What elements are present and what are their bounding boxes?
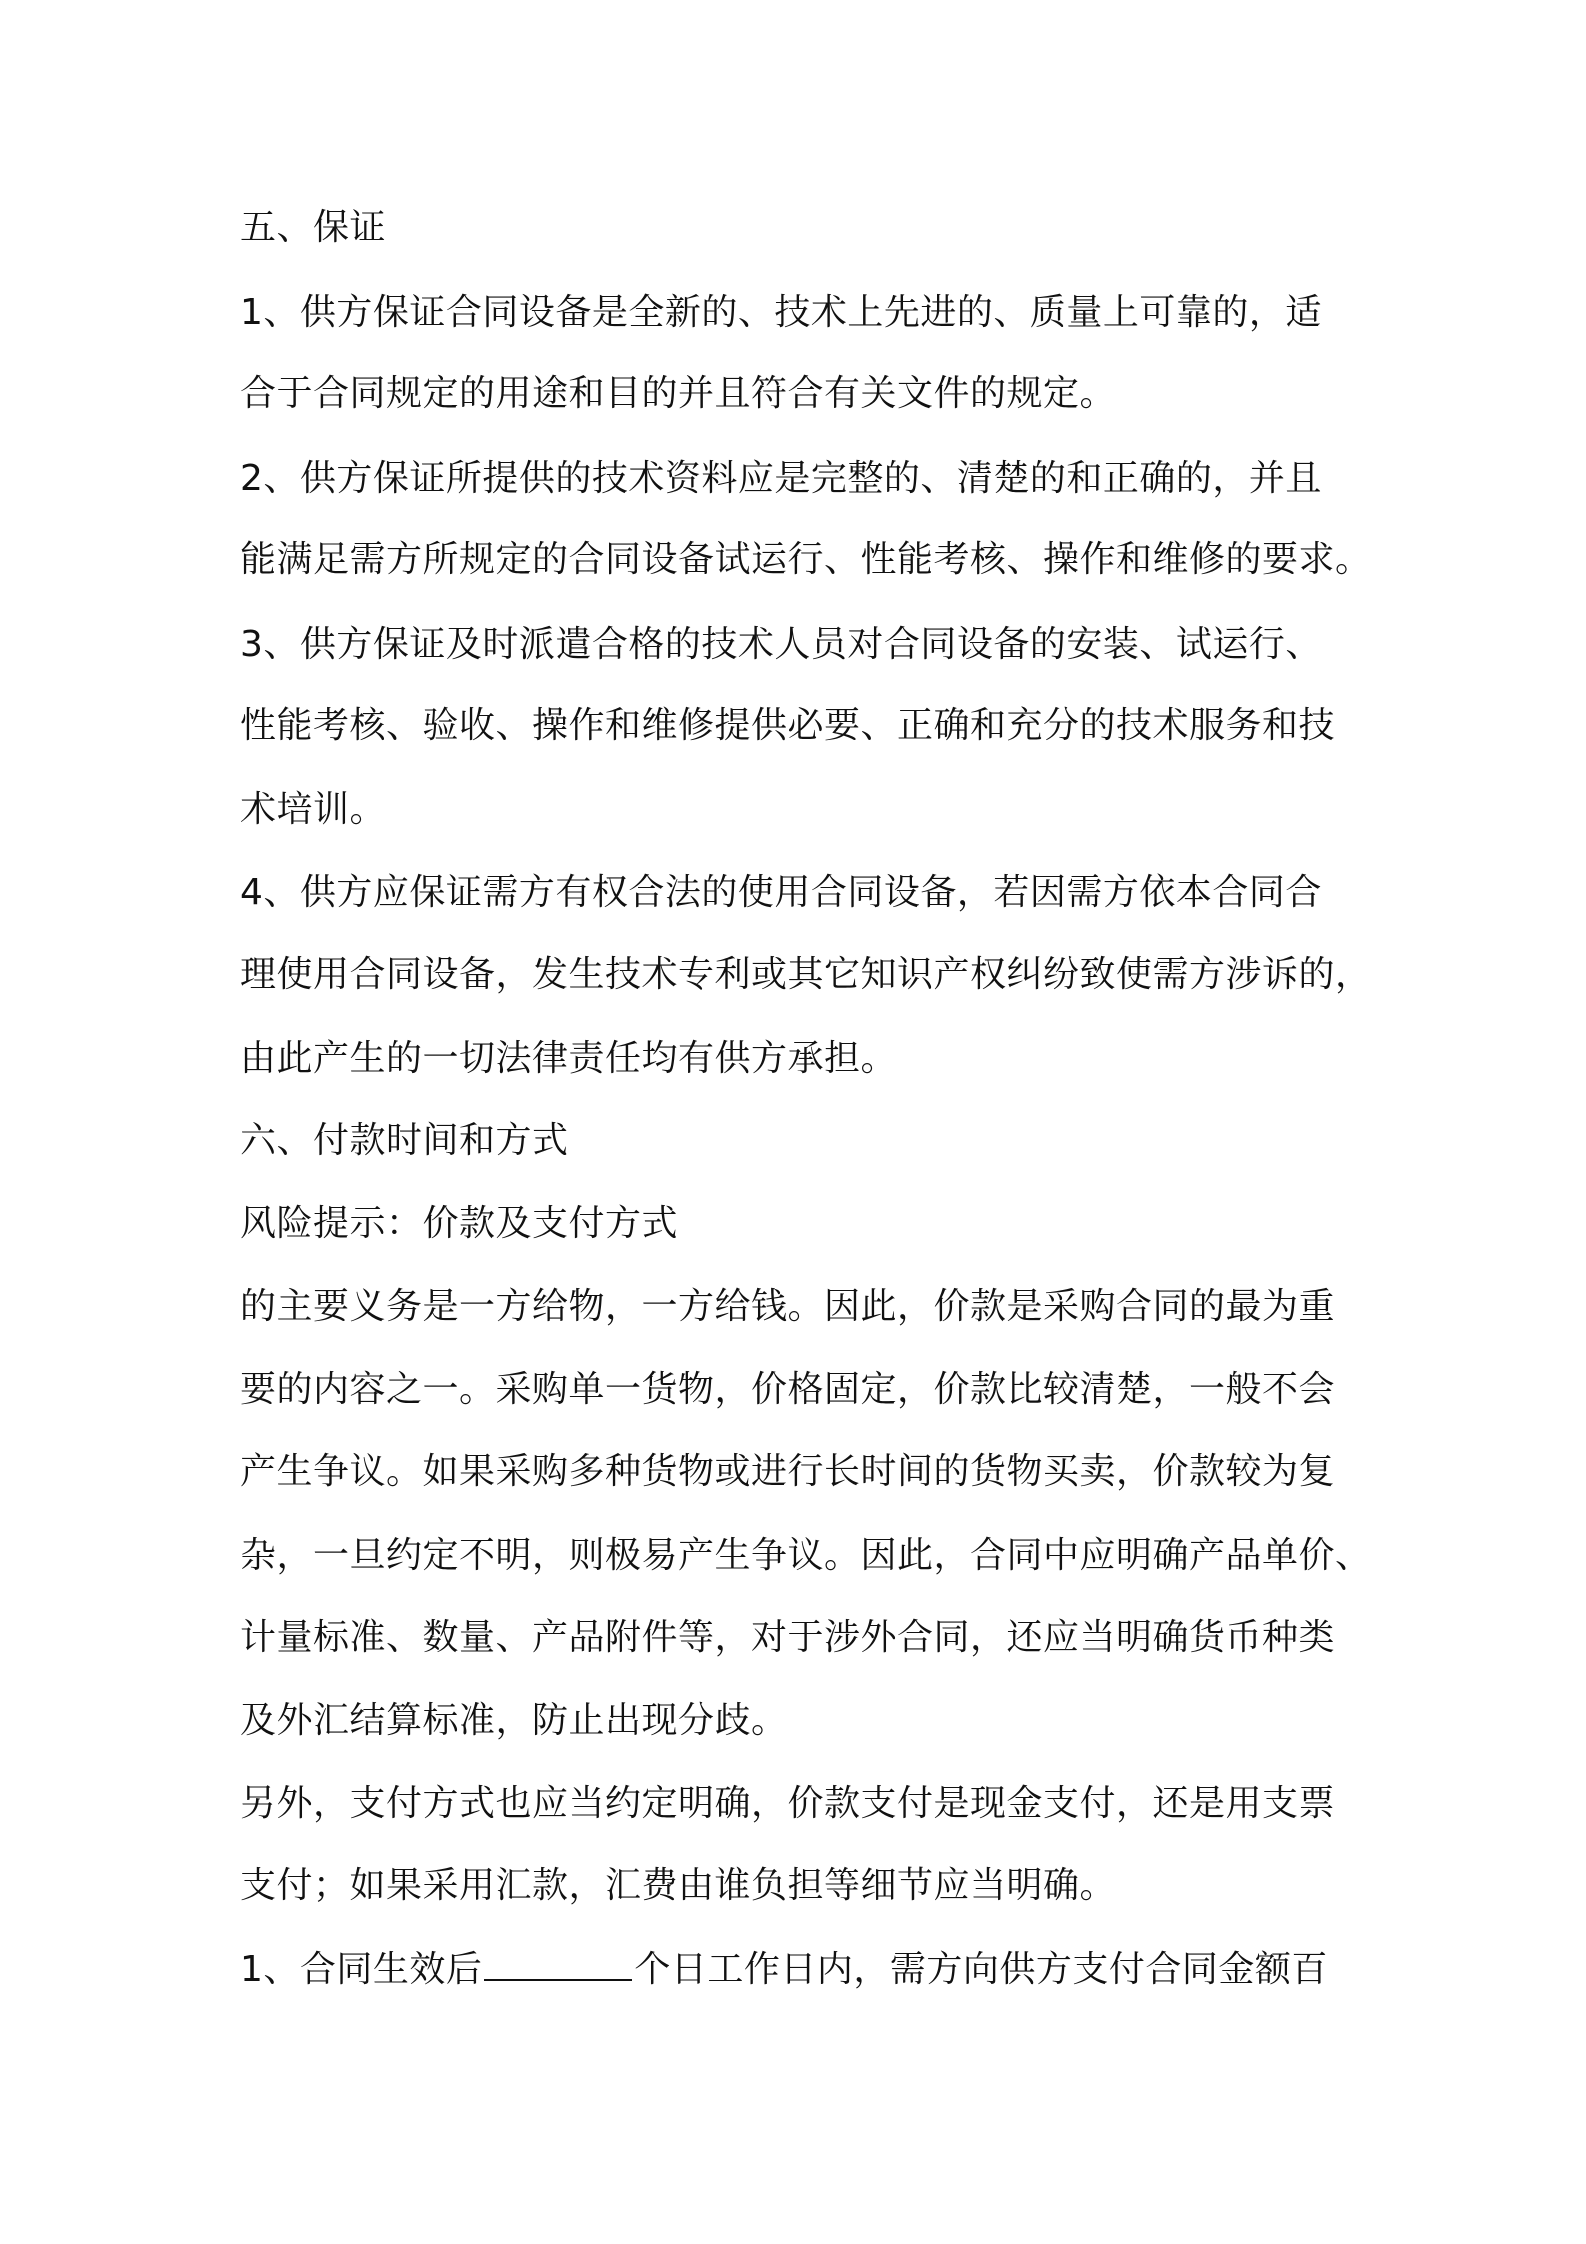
section-heading-payment: 六、付款时间和方式: [240, 1120, 569, 1161]
clause-text-before-blank: 1、合同生效后: [240, 1949, 483, 1990]
paragraph-line: 产生争议。如果采购多种货物或进行长时间的货物买卖，价款较为复: [240, 1451, 1336, 1492]
paragraph-line: 2、供方保证所提供的技术资料应是完整的、清楚的和正确的，并且: [240, 458, 1322, 499]
paragraph-line: 能满足需方所规定的合同设备试运行、性能考核、操作和维修的要求。: [240, 539, 1372, 580]
fill-in-blank: [484, 1949, 632, 1981]
section-heading-guarantee: 五、保证: [240, 207, 387, 248]
paragraph-line: 支付；如果采用汇款，汇费由谁负担等细节应当明确。: [240, 1865, 1117, 1906]
paragraph-line: 由此产生的一切法律责任均有供方承担。: [240, 1038, 898, 1079]
paragraph-line: 另外，支付方式也应当约定明确，价款支付是现金支付，还是用支票: [240, 1783, 1336, 1824]
paragraph-line: 理使用合同设备，发生技术专利或其它知识产权纠纷致使需方涉诉的，: [240, 954, 1372, 995]
paragraph-line: 4、供方应保证需方有权合法的使用合同设备，若因需方依本合同合: [240, 872, 1322, 913]
clause-text-after-blank: 个日工作日内，需方向供方支付合同金额百: [634, 1949, 1328, 1990]
paragraph-line: 及外汇结算标准，防止出现分歧。: [240, 1700, 788, 1741]
paragraph-line: 计量标准、数量、产品附件等，对于涉外合同，还应当明确货币种类: [240, 1617, 1336, 1658]
paragraph-line: 的主要义务是一方给物，一方给钱。因此，价款是采购合同的最为重: [240, 1286, 1336, 1327]
paragraph-line: 要的内容之一。采购单一货物，价格固定，价款比较清楚，一般不会: [240, 1369, 1336, 1410]
paragraph-line: 杂，一旦约定不明，则极易产生争议。因此，合同中应明确产品单价、: [240, 1535, 1372, 1576]
paragraph-line: 3、供方保证及时派遣合格的技术人员对合同设备的安装、试运行、: [240, 624, 1322, 665]
paragraph-line: 性能考核、验收、操作和维修提供必要、正确和充分的技术服务和技: [240, 705, 1336, 746]
paragraph-line: 术培训。: [240, 789, 387, 830]
payment-clause-line: [240, 1946, 1328, 1994]
paragraph-line: 合于合同规定的用途和目的并且符合有关文件的规定。: [240, 373, 1117, 414]
risk-tip-heading: 风险提示：价款及支付方式: [240, 1203, 679, 1244]
paragraph-line: 1、供方保证合同设备是全新的、技术上先进的、质量上可靠的，适: [240, 292, 1322, 333]
